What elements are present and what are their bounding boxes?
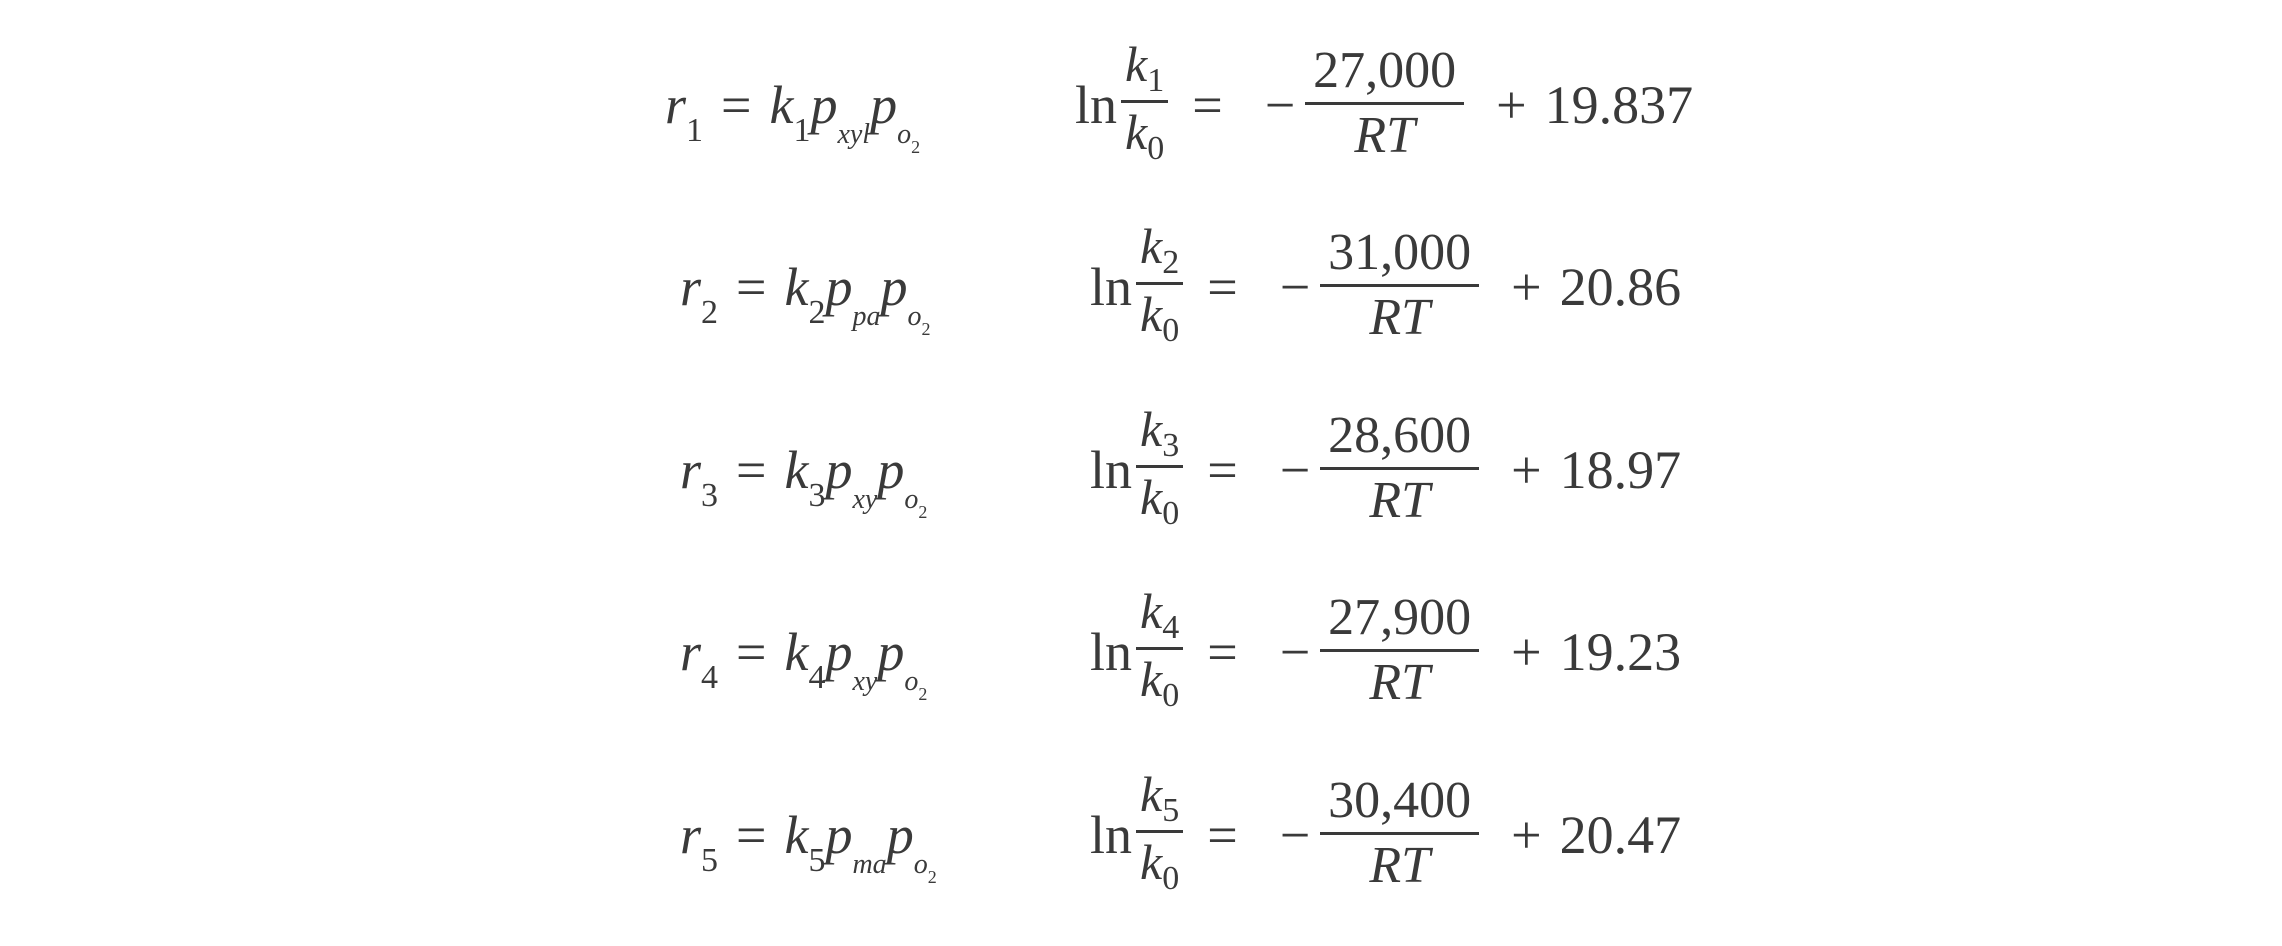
p1-subscript: ma xyxy=(852,849,887,880)
rate-subscript: 2 xyxy=(701,294,719,331)
pre-exponential-constant: 19.23 xyxy=(1559,622,1682,682)
p1-var: p xyxy=(825,622,853,682)
den-var: k xyxy=(1125,103,1148,160)
num-var: k xyxy=(1140,582,1163,639)
k-subscript: 5 xyxy=(808,842,826,879)
den-subscript: 0 xyxy=(1162,859,1180,897)
plus-sign: + xyxy=(1511,805,1542,865)
plus-sign: + xyxy=(1511,622,1542,682)
minus-sign: − xyxy=(1279,622,1311,682)
k-ratio-fraction xyxy=(1136,765,1183,898)
num-subscript: 3 xyxy=(1162,426,1180,464)
num-subscript: 1 xyxy=(1147,61,1165,99)
p2-sub-letter: o xyxy=(913,849,928,880)
p2-sub-digit: 2 xyxy=(918,684,928,704)
rate-subscript: 3 xyxy=(701,477,719,514)
activation-energy: 27,900 xyxy=(1328,588,1472,646)
p1-var: p xyxy=(825,805,853,865)
rt-denominator: RT xyxy=(1369,653,1430,711)
k-ratio-fraction xyxy=(1136,582,1183,715)
p2-sub-digit: 2 xyxy=(921,319,931,339)
den-var: k xyxy=(1140,468,1163,525)
p1-subscript: xyl xyxy=(837,119,871,150)
rate-expression xyxy=(680,804,1000,887)
ln-operator: ln xyxy=(1090,622,1133,682)
activation-energy: 31,000 xyxy=(1328,223,1472,281)
rate-expression xyxy=(680,256,1000,339)
rt-denominator: RT xyxy=(1369,288,1430,346)
k-ratio-fraction xyxy=(1136,217,1183,350)
den-subscript: 0 xyxy=(1147,129,1165,167)
p2-sub-letter: o xyxy=(907,301,922,332)
equals-sign: = xyxy=(1207,440,1238,500)
num-var: k xyxy=(1140,765,1163,822)
ln-operator: ln xyxy=(1090,805,1133,865)
p1-var: p xyxy=(825,257,853,317)
k-ratio-denominator xyxy=(1136,833,1183,898)
p2-var: p xyxy=(877,440,905,500)
p2-subscript xyxy=(907,301,931,339)
ln-operator: ln xyxy=(1090,440,1133,500)
plus-sign: + xyxy=(1511,440,1542,500)
ln-operator: ln xyxy=(1090,257,1133,317)
equals-sign: = xyxy=(721,75,752,135)
p2-subscript xyxy=(904,666,928,704)
p2-var: p xyxy=(880,257,908,317)
activation-energy: 28,600 xyxy=(1328,406,1472,464)
num-subscript: 5 xyxy=(1162,791,1180,829)
num-subscript: 2 xyxy=(1162,243,1180,281)
activation-energy: 30,400 xyxy=(1328,771,1472,829)
den-var: k xyxy=(1140,285,1163,342)
equals-sign: = xyxy=(736,257,767,317)
rate-var: r xyxy=(680,257,702,317)
p2-subscript xyxy=(913,849,937,887)
rate-var: r xyxy=(680,805,702,865)
equation-row xyxy=(680,212,1681,362)
pre-exponential-constant: 19.837 xyxy=(1544,75,1694,135)
p1-subscript: xy xyxy=(852,484,878,515)
energy-fraction xyxy=(1320,222,1479,349)
p2-var: p xyxy=(877,622,905,682)
p2-sub-letter: o xyxy=(904,484,919,515)
num-var: k xyxy=(1140,217,1163,274)
p1-var: p xyxy=(825,440,853,500)
p2-sub-digit: 2 xyxy=(911,137,921,157)
rate-expression xyxy=(665,74,985,157)
k-ratio-denominator xyxy=(1136,285,1183,350)
p2-sub-digit: 2 xyxy=(918,502,928,522)
rate-subscript: 4 xyxy=(701,659,719,696)
k-var: k xyxy=(784,440,809,500)
k-var: k xyxy=(784,257,809,317)
energy-fraction xyxy=(1305,40,1464,167)
equals-sign: = xyxy=(1192,75,1223,135)
p2-subscript xyxy=(904,484,928,522)
k-ratio-denominator xyxy=(1136,650,1183,715)
rate-expression xyxy=(680,621,1000,704)
p2-var: p xyxy=(870,75,898,135)
plus-sign: + xyxy=(1496,75,1527,135)
rate-expression xyxy=(680,439,1000,522)
pre-exponential-constant: 18.97 xyxy=(1559,440,1682,500)
equation-row xyxy=(680,395,1681,545)
k-subscript: 2 xyxy=(808,294,826,331)
k-ratio-numerator xyxy=(1136,765,1183,830)
pre-exponential-constant: 20.86 xyxy=(1559,257,1682,317)
k-ratio-numerator xyxy=(1136,400,1183,465)
energy-fraction xyxy=(1320,587,1479,714)
minus-sign: − xyxy=(1264,75,1296,135)
den-var: k xyxy=(1140,650,1163,707)
rt-denominator: RT xyxy=(1369,836,1430,894)
rt-denominator: RT xyxy=(1369,471,1430,529)
k-subscript: 4 xyxy=(808,659,826,696)
equation-row xyxy=(665,30,1693,180)
p2-subscript xyxy=(897,119,921,157)
energy-fraction xyxy=(1320,770,1479,897)
den-subscript: 0 xyxy=(1162,676,1180,714)
equals-sign: = xyxy=(736,440,767,500)
rt-denominator: RT xyxy=(1354,106,1415,164)
k-var: k xyxy=(784,622,809,682)
k-var: k xyxy=(784,805,809,865)
k-subscript: 1 xyxy=(793,112,811,149)
p2-sub-letter: o xyxy=(897,119,912,150)
equals-sign: = xyxy=(1207,805,1238,865)
num-var: k xyxy=(1125,35,1148,92)
rate-var: r xyxy=(680,440,702,500)
num-subscript: 4 xyxy=(1162,608,1180,646)
equals-sign: = xyxy=(736,805,767,865)
activation-energy: 27,000 xyxy=(1313,41,1457,99)
equals-sign: = xyxy=(1207,257,1238,317)
equals-sign: = xyxy=(1207,622,1238,682)
minus-sign: − xyxy=(1279,257,1311,317)
den-subscript: 0 xyxy=(1162,311,1180,349)
rate-var: r xyxy=(680,622,702,682)
k-ratio-fraction xyxy=(1136,400,1183,533)
pre-exponential-constant: 20.47 xyxy=(1559,805,1682,865)
p2-sub-digit: 2 xyxy=(927,867,937,887)
p1-var: p xyxy=(810,75,838,135)
ln-operator: ln xyxy=(1075,75,1118,135)
p1-subscript: pa xyxy=(852,301,881,332)
minus-sign: − xyxy=(1279,805,1311,865)
equation-row xyxy=(680,760,1681,910)
k-subscript: 3 xyxy=(808,477,826,514)
den-var: k xyxy=(1140,833,1163,890)
equation-row xyxy=(680,577,1681,727)
minus-sign: − xyxy=(1279,440,1311,500)
k-ratio-numerator xyxy=(1136,582,1183,647)
rate-var: r xyxy=(665,75,687,135)
energy-fraction xyxy=(1320,405,1479,532)
k-ratio-numerator xyxy=(1121,35,1168,100)
p2-sub-letter: o xyxy=(904,666,919,697)
plus-sign: + xyxy=(1511,257,1542,317)
num-var: k xyxy=(1140,400,1163,457)
rate-subscript: 1 xyxy=(686,112,704,149)
k-var: k xyxy=(769,75,794,135)
k-ratio-denominator xyxy=(1121,103,1168,168)
p1-subscript: xy xyxy=(852,666,878,697)
den-subscript: 0 xyxy=(1162,494,1180,532)
p2-var: p xyxy=(886,805,914,865)
rate-subscript: 5 xyxy=(701,842,719,879)
k-ratio-fraction xyxy=(1121,35,1168,168)
equals-sign: = xyxy=(736,622,767,682)
k-ratio-numerator xyxy=(1136,217,1183,282)
k-ratio-denominator xyxy=(1136,468,1183,533)
